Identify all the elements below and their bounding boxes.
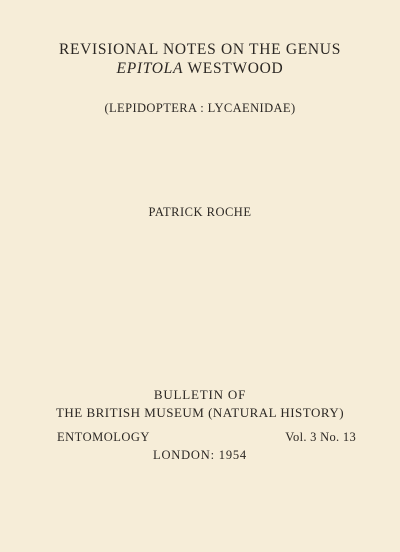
subtitle: (LEPIDOPTERA : LYCAENIDAE)	[104, 101, 296, 115]
bulletin-heading: BULLETIN OF	[153, 387, 247, 402]
title-line-1: REVISIONAL NOTES ON THE GENUS	[58, 41, 342, 58]
title-line-2	[0, 60, 400, 78]
genus-author: WESTWOOD	[183, 60, 284, 77]
author-name: PATRICK ROCHE	[148, 205, 252, 219]
imprint: LONDON: 1954	[153, 448, 247, 462]
genus-name: EPITOLA	[116, 60, 184, 77]
series-name: ENTOMOLOGY	[57, 430, 150, 444]
museum-name: THE BRITISH MUSEUM (NATURAL HISTORY)	[55, 405, 345, 420]
volume-number: Vol. 3 No. 13	[285, 430, 356, 444]
